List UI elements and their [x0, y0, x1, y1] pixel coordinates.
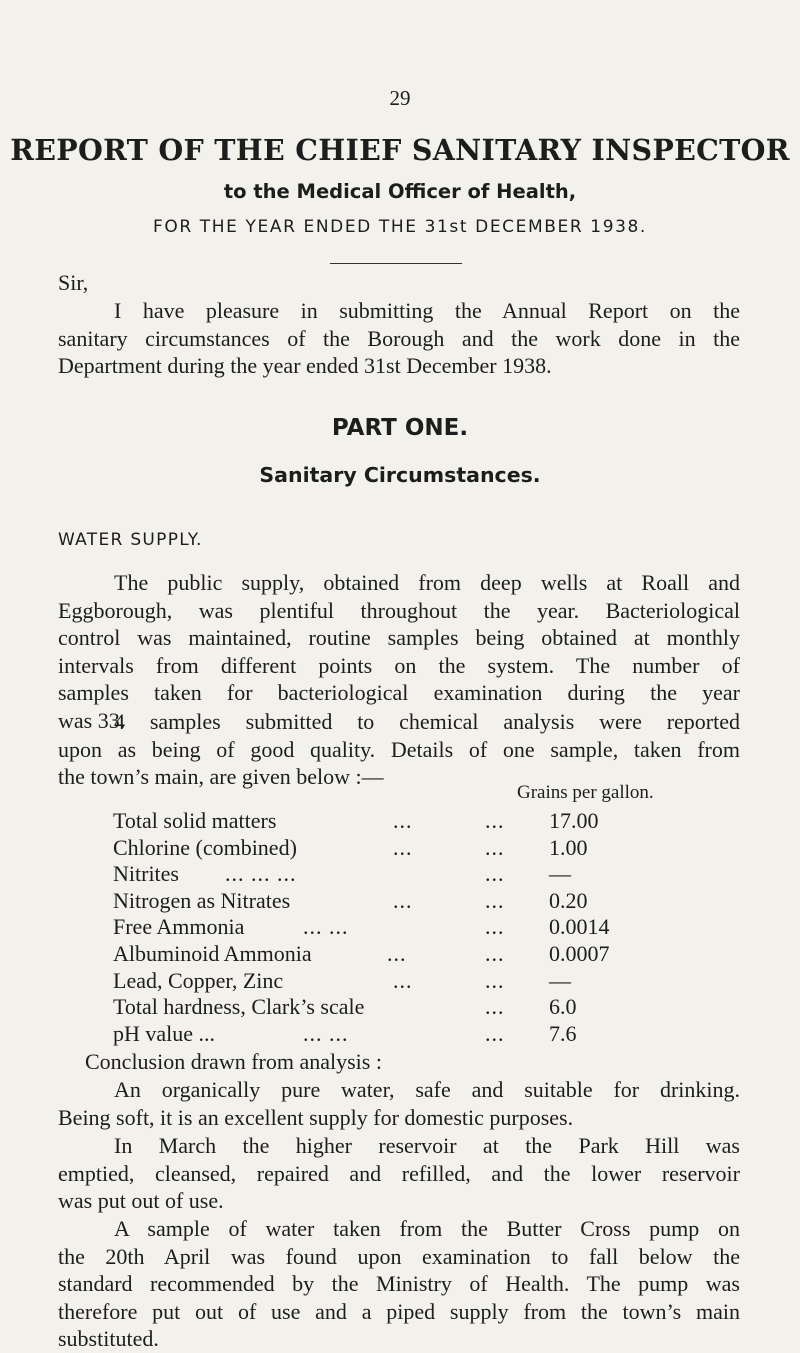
leader-dots: ...	[393, 808, 413, 833]
text-line: was 33.	[58, 707, 126, 733]
row-value: —	[549, 861, 571, 887]
row-label: Total solid matters	[113, 808, 277, 833]
reservoir-paragraph	[58, 1132, 740, 1215]
leader-dots: ...	[485, 861, 505, 887]
table-row	[113, 888, 673, 915]
table-row	[113, 835, 673, 862]
analysis-table	[113, 808, 673, 1047]
text-line: 4 samples submitted to chemical analysis were reported	[114, 709, 740, 734]
row-value: 1.00	[549, 834, 588, 860]
leader-dots: ...	[485, 914, 505, 940]
year-line: FOR THE YEAR ENDED THE 31st DECEMBER 1938.	[153, 217, 647, 237]
intro-paragraph	[58, 297, 740, 380]
leader-dots: ... ...	[303, 1020, 349, 1046]
text-line: sanitary circumstances of the Borough and the work done in the	[58, 325, 740, 351]
text-line: Conclusion drawn from analysis :	[85, 1049, 382, 1074]
text-line: I have pleasure in submitting the Annual Report on the	[114, 298, 740, 323]
leader-dots: ...	[485, 940, 505, 966]
report-title: REPORT OF THE CHIEF SANITARY INSPECTOR	[10, 133, 790, 167]
page-number: 29	[389, 86, 411, 110]
row-label: Chlorine (combined)	[113, 834, 297, 860]
text-line: A sample of water taken from the Butter Cross pump on	[114, 1216, 740, 1241]
text-line: The public supply, obtained from deep wells at Roall and	[114, 570, 740, 595]
leader-dots: ...	[485, 1020, 505, 1046]
leader-dots: ...	[485, 967, 505, 993]
text-line: was put out of use.	[58, 1188, 224, 1214]
leader-dots: ... ...	[303, 914, 349, 940]
text-line: control was maintained, routine samples being obtained at monthly	[58, 625, 740, 651]
text-line: the 20th April was found upon examination to fall below the	[58, 1243, 740, 1269]
text-line: standard recommended by the Ministry of Health. The pump was	[58, 1271, 740, 1297]
table-row	[113, 861, 673, 888]
text-line: therefore put out of use and a piped supply from the town’s main	[58, 1298, 740, 1324]
row-label: Nitrites	[113, 861, 179, 887]
leader-dots: ...	[393, 967, 413, 993]
text-line: emptied, cleansed, repaired and refilled, and the lower reservoir	[58, 1160, 740, 1186]
units-label: Grains per gallon.	[517, 782, 654, 803]
report-subtitle: to the Medical Officer of Health,	[223, 180, 577, 203]
leader-dots: ...	[485, 887, 505, 913]
table-row	[113, 994, 673, 1021]
row-label: Lead, Copper, Zinc	[113, 967, 284, 993]
row-value: 0.0014	[549, 914, 610, 940]
row-label: Nitrogen as Nitrates	[113, 887, 291, 913]
water-supply-heading: WATER SUPPLY.	[58, 530, 203, 550]
water-paragraph-2	[58, 708, 740, 791]
leader-dots: ...	[387, 940, 407, 966]
table-row	[113, 1021, 673, 1048]
part-heading: PART ONE.	[331, 415, 469, 441]
table-row	[113, 914, 673, 941]
leader-dots: ...	[393, 887, 413, 913]
row-label: Albuminoid Ammonia	[113, 940, 312, 966]
part-subheading: Sanitary Circumstances.	[259, 463, 541, 487]
row-value: 17.00	[549, 808, 599, 833]
row-value: —	[549, 967, 571, 993]
table-row	[113, 968, 673, 995]
table-row	[113, 808, 673, 835]
leader-dots: ...	[485, 994, 505, 1020]
text-line: Being soft, it is an excellent supply for domestic purposes.	[58, 1104, 574, 1130]
row-label: Total hardness, Clark’s scale	[113, 994, 365, 1020]
text-line: An organically pure water, safe and suitable for drinking.	[114, 1077, 740, 1102]
text-line: upon as being of good quality. Details of one sample, taken from	[58, 736, 740, 762]
row-value: 0.0007	[549, 940, 610, 966]
leader-dots: ...	[485, 834, 505, 860]
text-line: In March the higher reservoir at the Park Hill was	[114, 1133, 740, 1158]
leader-dots: ...	[393, 834, 413, 860]
text-line: the town’s main, are given below :—	[58, 764, 384, 790]
conclusion-label	[58, 1048, 740, 1076]
text-line: substituted.	[58, 1326, 159, 1352]
pump-paragraph	[58, 1215, 740, 1353]
text-line: intervals from different points on the system. The number of	[58, 652, 740, 678]
leader-dots: ...	[485, 808, 505, 833]
leader-dots: ... ... ...	[225, 861, 297, 887]
row-value: 0.20	[549, 887, 588, 913]
divider-rule	[330, 263, 462, 264]
row-value: 6.0	[549, 994, 577, 1020]
salutation: Sir,	[58, 270, 89, 295]
row-label: Free Ammonia	[113, 914, 245, 940]
text-line: Eggborough, was plentiful throughout the year. Bacteriological	[58, 597, 740, 623]
conclusion-paragraph	[58, 1076, 740, 1131]
text-line: Department during the year ended 31st December 1938.	[58, 353, 552, 379]
text-line: samples taken for bacteriological examination during the year	[58, 680, 740, 706]
row-value: 7.6	[549, 1020, 577, 1046]
row-label: pH value ...	[113, 1020, 216, 1046]
table-row	[113, 941, 673, 968]
